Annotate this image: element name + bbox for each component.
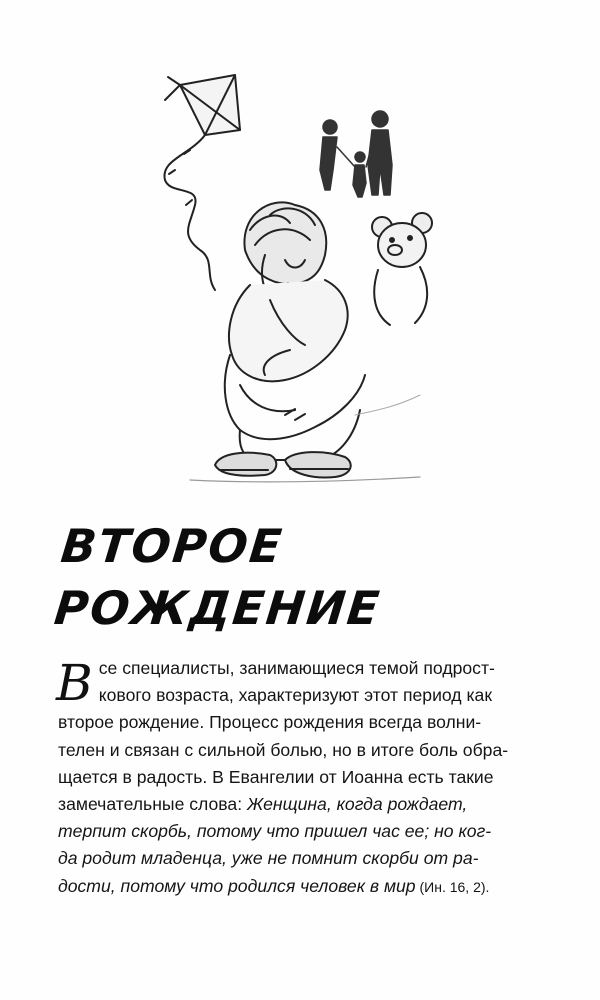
paragraph-line: телен и связан с сильной болью, но в итоге боль обра- [58, 739, 509, 760]
chapter-title-line-1: ВТОРОЕ [58, 519, 286, 573]
paragraph-line: щается в радость. В Евангелии от Иоанна есть такие [58, 766, 494, 787]
paragraph-line: второе рождение. Процесс рождения всегда волни- [58, 712, 482, 733]
drop-cap: В [56, 654, 93, 712]
kite-icon [164, 75, 240, 290]
quote-line: да родит младенца, уже не помнит скорби от ра- [58, 848, 479, 869]
quote-text: Женщина, когда рождает, [247, 794, 468, 815]
paragraph-text: замечательные слова: [58, 794, 247, 815]
paragraph-line: кового возраста, характеризуют этот период как [98, 685, 493, 706]
paragraph-line [58, 791, 558, 818]
sad-teen-illustration [120, 55, 460, 495]
quote-text: дости, потому что родился человек в мир [58, 875, 416, 896]
paragraph-line [58, 873, 558, 901]
scripture-reference: (Ин. 16, 2). [415, 878, 490, 895]
teddy-bear-icon [372, 213, 432, 325]
quote-line: терпит скорбь, потому что пришел час ее; но ког- [58, 821, 492, 842]
paragraph-line: се специалисты, занимающиеся темой подрост- [98, 658, 495, 678]
body-paragraph [58, 655, 558, 901]
chapter-title-line-2: РОЖДЕНИЕ [51, 581, 384, 635]
boy-figure-icon [215, 202, 365, 477]
chapter-title [51, 515, 564, 639]
family-silhouette-icon [320, 111, 392, 197]
